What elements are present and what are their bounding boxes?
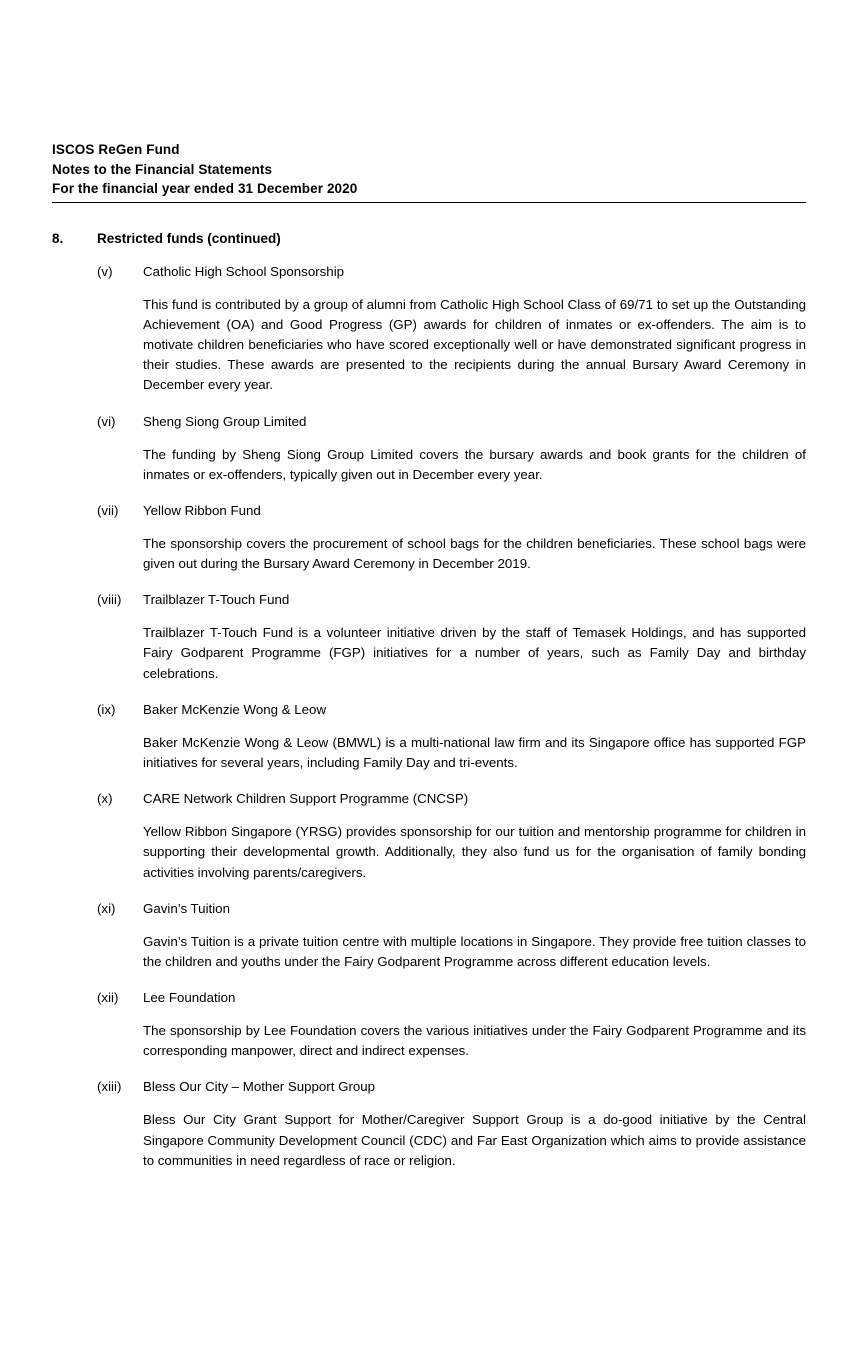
note-heading — [52, 231, 806, 246]
item-heading — [97, 262, 806, 282]
item-body: Baker McKenzie Wong & Leow (BMWL) is a multi-national law firm and its Singapore office has supported FGP initiatives for several years, including Family Day and tri-events. — [143, 734, 806, 771]
header-entity-name: ISCOS ReGen Fund — [52, 142, 180, 157]
item-body: The sponsorship covers the procurement of school bags for the children beneficiaries. These school bags were given out during the Bursary Award Ceremony in December 2019. — [143, 535, 806, 572]
header-period: For the financial year ended 31 December 2020 — [52, 181, 358, 197]
list-item — [97, 262, 806, 396]
list-item — [97, 899, 806, 972]
item-label: Lee Foundation — [143, 990, 236, 1006]
item-marker: (viii) — [97, 592, 122, 608]
item-body: Bless Our City Grant Support for Mother/Caregiver Support Group is a do-good initiative by the Central Singapore Community Development Council (CDC) and Far East Organization which aims to provide assistance to communities in need regardless of race or religion. — [143, 1112, 806, 1168]
item-heading — [97, 501, 806, 521]
item-marker: (vi) — [97, 413, 116, 429]
item-label: Gavin’s Tuition — [143, 900, 230, 916]
item-label: Catholic High School Sponsorship — [143, 263, 345, 279]
restricted-funds-list — [52, 262, 806, 1171]
item-label: CARE Network Children Support Programme (CNCSP) — [143, 791, 469, 807]
list-item — [97, 412, 806, 485]
item-body: The funding by Sheng Siong Group Limited covers the bursary awards and book grants for the children of inmates or ex-offenders, typically given out in December every year. — [143, 446, 806, 482]
document-header — [52, 140, 806, 199]
item-body: Gavin’s Tuition is a private tuition centre with multiple locations in Singapore. They provide free tuition classes to the children and youths under the Fairy Godparent Programme across different education levels. — [143, 933, 806, 969]
item-label: Baker McKenzie Wong & Leow — [143, 701, 327, 717]
header-divider — [52, 202, 806, 203]
item-marker: (ix) — [97, 701, 116, 717]
item-heading — [97, 1077, 806, 1097]
item-heading — [97, 789, 806, 809]
item-label: Yellow Ribbon Fund — [143, 502, 261, 518]
item-marker: (xii) — [97, 990, 119, 1006]
list-item — [97, 789, 806, 883]
item-marker: (xiii) — [97, 1079, 122, 1095]
item-body: This fund is contributed by a group of alumni from Catholic High School Class of 69/71 to set up the Outstanding Achievement (OA) and Good Progress (GP) awards for children of inmates or ex-offenders. The aim is to motivate children beneficiaries who have scored exceptionally well or have demonstrated significant progress in their studies. These awards are presented to the recipients during the annual Bursary Award Ceremony in December every year. — [143, 296, 806, 393]
list-item — [97, 501, 806, 574]
item-heading — [97, 700, 806, 720]
item-body: The sponsorship by Lee Foundation covers the various initiatives under the Fairy Godparent Programme and its corresponding manpower, direct and indirect expenses. — [143, 1023, 806, 1059]
item-label: Bless Our City – Mother Support Group — [143, 1079, 376, 1095]
item-heading — [97, 899, 806, 919]
list-item — [97, 590, 806, 684]
header-statement-title: Notes to the Financial Statements — [52, 161, 273, 177]
item-label: Trailblazer T-Touch Fund — [143, 592, 290, 608]
item-marker: (x) — [97, 791, 113, 807]
item-heading — [97, 590, 806, 610]
item-body: Yellow Ribbon Singapore (YRSG) provides sponsorship for our tuition and mentorship programme for children in supporting their developmental growth. Additionally, they also fund us for the organisation of family bonding activities involving parents/caregivers. — [143, 824, 806, 880]
item-marker: (vii) — [97, 502, 119, 518]
item-heading — [97, 412, 806, 432]
item-body: Trailblazer T-Touch Fund is a volunteer initiative driven by the staff of Temasek Holdings, and has supported Fairy Godparent Programme (FGP) initiatives for a number of years, such as Family Day and birthday celebrations. — [143, 625, 806, 681]
note-title: Restricted funds (continued) — [97, 230, 281, 246]
item-heading — [97, 988, 806, 1008]
list-item — [97, 1077, 806, 1171]
item-marker: (v) — [97, 263, 113, 279]
item-label: Sheng Siong Group Limited — [143, 413, 307, 429]
list-item — [97, 988, 806, 1061]
note-number: 8. — [52, 230, 64, 246]
list-item — [97, 700, 806, 773]
item-marker: (xi) — [97, 900, 116, 916]
